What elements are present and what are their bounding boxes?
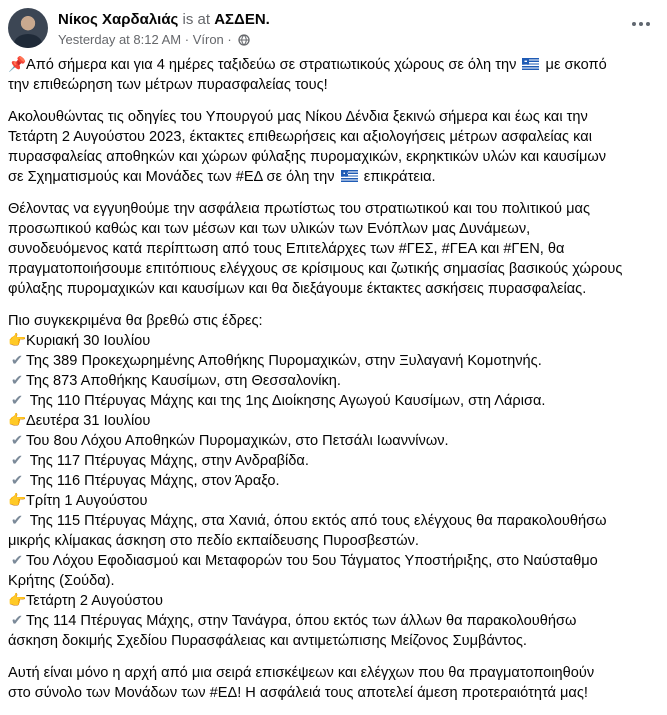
check-icon: ✔ <box>10 613 24 629</box>
paragraph-closing: Αυτή είναι μόνο η αρχή από μια σειρά επισκέψεων και ελέγχων που θα πραγματοποιηθούν στο σύνολο των Μονάδων των #ΕΔ! Η ασφάλειά τους αποτελεί άμεση προτεραιότητά μας! <box>8 665 595 701</box>
check-icon: ✔ <box>10 473 24 489</box>
pointing-hand-icon: 👉 <box>8 413 27 429</box>
post-header <box>8 8 659 48</box>
paragraph-instructions: Ακολουθώντας τις οδηγίες του Υπουργού μας Νίκου Δένδια ξεκινώ σήμερα και έως και την Τετάρτη 2 Αυγούστου 2023, έκτακτες επιθεωρήσεις και αξιολογήσεις μέτρων ασφαλείας και πυρασφαλείας αποθηκών και χώρων φύλαξης πυρομαχικών, εκρηκτικών υλών και καυσίμων σε Σχηματισμούς και Μονάδες των #ΕΔ σε όλη την επικράτεια. <box>8 109 607 185</box>
post-meta <box>58 32 250 47</box>
check-icon: ✔ <box>10 453 24 469</box>
pin-icon: 📌 <box>8 57 27 73</box>
post-timestamp-link[interactable]: Yesterday at 8:12 AM <box>58 32 182 47</box>
check-icon: ✔ <box>10 373 24 389</box>
pointing-hand-icon: 👉 <box>8 593 27 609</box>
author-line <box>58 11 270 28</box>
meta-separator: · <box>184 32 190 47</box>
paragraph-safety: Θέλοντας να εγγυηθούμε την ασφάλεια πρωτίστως του στρατιωτικού και του πολιτικού μας προσωπικού καθώς και των μέσων και των υλικών των Ενόπλων μας Δυνάμεων, συνοδευόμενος κατά περίπτωση από τους Επιτελάρχες των #ΓΕΣ, #ΓΕΑ και #ΓΕΝ, θα πραγματοποιήσουμε επιτόπιους ελέγχους σε κρίσιμους και ζωτικής σημασίας βασικούς χώρους φύλαξης πυρομαχικών και καυσίμων και θα διεξάγουμε έκτακτες ασκήσεις πυρασφαλείας. <box>8 201 623 297</box>
meta-separator-2: · <box>227 32 232 47</box>
paragraph-schedule: Πιο συγκεκριμένα θα βρεθώ στις έδρες: 👉Κυριακή 30 Ιουλίου ✔ Της 389 Προκεχωρημένης Αποθήκης Πυρομαχικών, στην Ξυλαγανή Κομοτηνής. ✔ Της 873 Αποθήκης Καυσίμων, στη Θεσσαλονίκη. ✔ Της 110 Πτέρυγας Μάχης και της 1ης Διοίκησης Αγωγού Καυσίμων, στη Λάρισα. 👉Δευτέρα 31 Ιουλίου ✔ Του 8ου Λόχου Αποθηκών Πυρομαχικών, στο Πετσάλι Ιωαννίνων. ✔ Της 117 Πτέρυγας Μάχης, στην Ανδραβίδα. ✔ Της 116 Πτέρυγας Μάχης, στον Άραξο. 👉Τρίτη 1 Αυγούστου ✔ Της 115 Πτέρυγας Μάχης, στα Χανιά, όπου εκτός από τους ελέγχους θα παρακολουθήσω μικρής κλίμακας άσκηση στο πεδίο εκπαίδευσης Πυροσβεστών. ✔ Του Λόχου Εφοδιασμού και Μεταφορών του 5ου Τάγματος Υποστήριξης, στο Ναύσταθμο Κρήτης (Σούδα). 👉Τετάρτη 2 Αυγούστου ✔ Της 114 Πτέρυγας Μάχης, στην Τανάγρα, όπου εκτός των άλλων θα παρακολουθήσω άσκηση δοκιμής Σχεδίου Πυρασφάλειας και αντιμετώπισης Μείζονος Συμβάντος. <box>8 313 607 649</box>
post-body <box>8 55 658 715</box>
check-icon: ✔ <box>10 353 24 369</box>
is-at-text: is at <box>182 11 211 28</box>
author-name-link[interactable]: Νίκος Χαρδαλιάς <box>58 11 179 28</box>
check-icon: ✔ <box>10 393 24 409</box>
check-icon: ✔ <box>10 513 24 529</box>
pointing-hand-icon: 👉 <box>8 493 27 509</box>
post-location-link[interactable]: Víron <box>192 32 224 47</box>
check-icon: ✔ <box>10 433 24 449</box>
paragraph-intro: 📌Από σήμερα και για 4 ημέρες ταξιδεύω σε στρατιωτικούς χώρους σε όλη την με σκοπό την επιθεώρηση των μέτρων πυρασφαλείας τους! <box>8 57 607 93</box>
globe-icon <box>238 34 250 46</box>
pointing-hand-icon: 👉 <box>8 333 27 349</box>
more-options-icon[interactable] <box>627 14 655 34</box>
greek-flag-icon <box>341 170 358 182</box>
author-avatar[interactable] <box>8 8 48 48</box>
place-name-link[interactable]: ΑΣΔΕΝ. <box>214 11 270 28</box>
greek-flag-icon <box>522 58 539 70</box>
check-icon: ✔ <box>10 553 24 569</box>
